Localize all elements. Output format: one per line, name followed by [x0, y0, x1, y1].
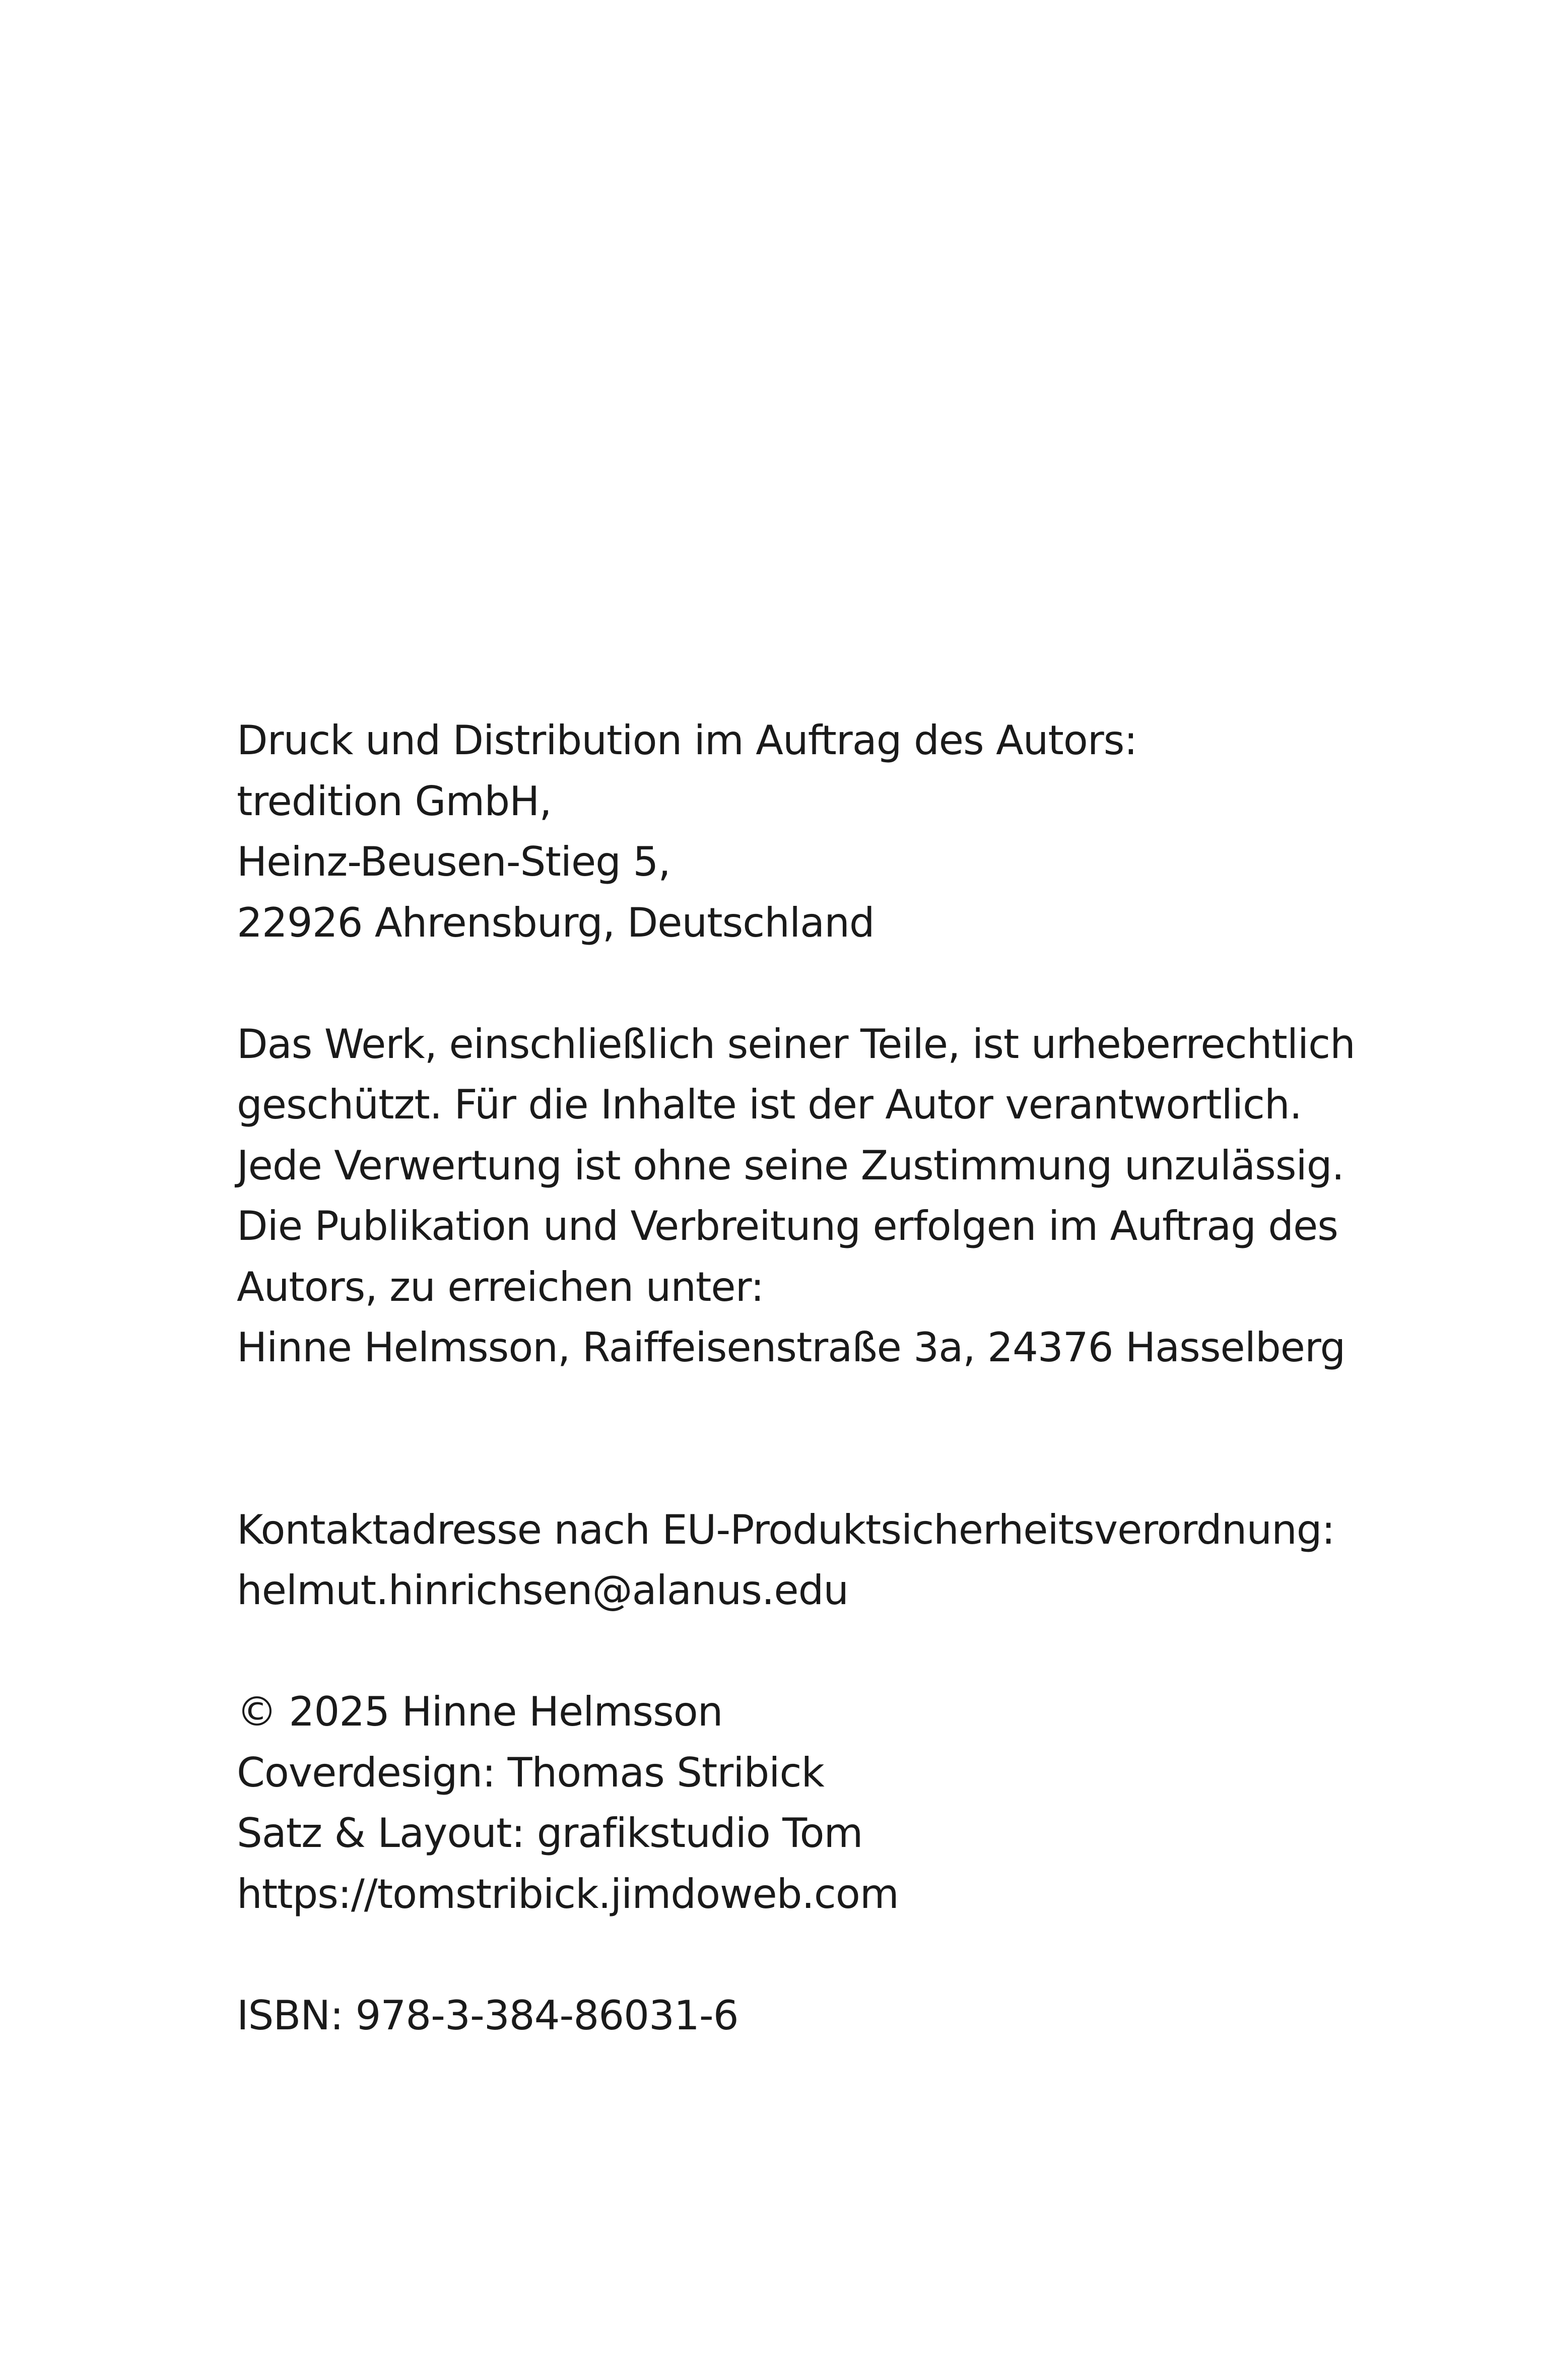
layout-credit: Satz & Layout: grafikstudio Tom [237, 1810, 863, 1857]
copyright-notice-line: Jede Verwertung ist ohne seine Zustimmung unzulässig. [237, 1142, 1344, 1189]
copyright-notice-line: geschützt. Für die Inhalte ist der Autor verantwortlich. [237, 1081, 1302, 1128]
printer-city: 22926 Ahrensburg, Deutschland [237, 899, 875, 946]
copyright-notice-line: Das Werk, einschließlich seiner Teile, ist urheberrechtlich [237, 1020, 1355, 1068]
author-address: Hinne Helmsson, Raiffeisenstraße 3a, 24376 Hasselberg [237, 1324, 1346, 1371]
isbn: ISBN: 978-3-384-86031-6 [237, 1992, 738, 2039]
copyright-line: © 2025 Hinne Helmsson [237, 1688, 723, 1735]
designer-website: https://tomstribick.jimdoweb.com [237, 1870, 899, 1918]
isbn-block [237, 1986, 1496, 2046]
cover-design-credit: Coverdesign: Thomas Stribick [237, 1749, 824, 1796]
printer-heading: Druck und Distribution im Auftrag des Autors: [237, 717, 1137, 764]
credits-block [237, 1682, 1496, 1925]
copyright-notice-block [237, 1014, 1496, 1378]
printer-street: Heinz-Beusen-Stieg 5, [237, 838, 670, 885]
printer-block [237, 710, 1496, 953]
spacer [237, 1925, 1496, 1986]
contact-block [237, 1500, 1496, 1621]
contact-email: helmut.hinrichsen@alanus.edu [237, 1567, 849, 1614]
printer-company: tredition GmbH, [237, 777, 552, 825]
spacer [237, 1378, 1496, 1500]
copyright-notice-line: Autors, zu erreichen unter: [237, 1263, 764, 1310]
imprint-page [237, 710, 1496, 2046]
spacer [237, 953, 1496, 1014]
copyright-notice-line: Die Publikation und Verbreitung erfolgen im Auftrag des [237, 1203, 1338, 1249]
contact-heading: Kontaktadresse nach EU-Produktsicherheitsverordnung: [237, 1506, 1335, 1553]
spacer [237, 1621, 1496, 1682]
